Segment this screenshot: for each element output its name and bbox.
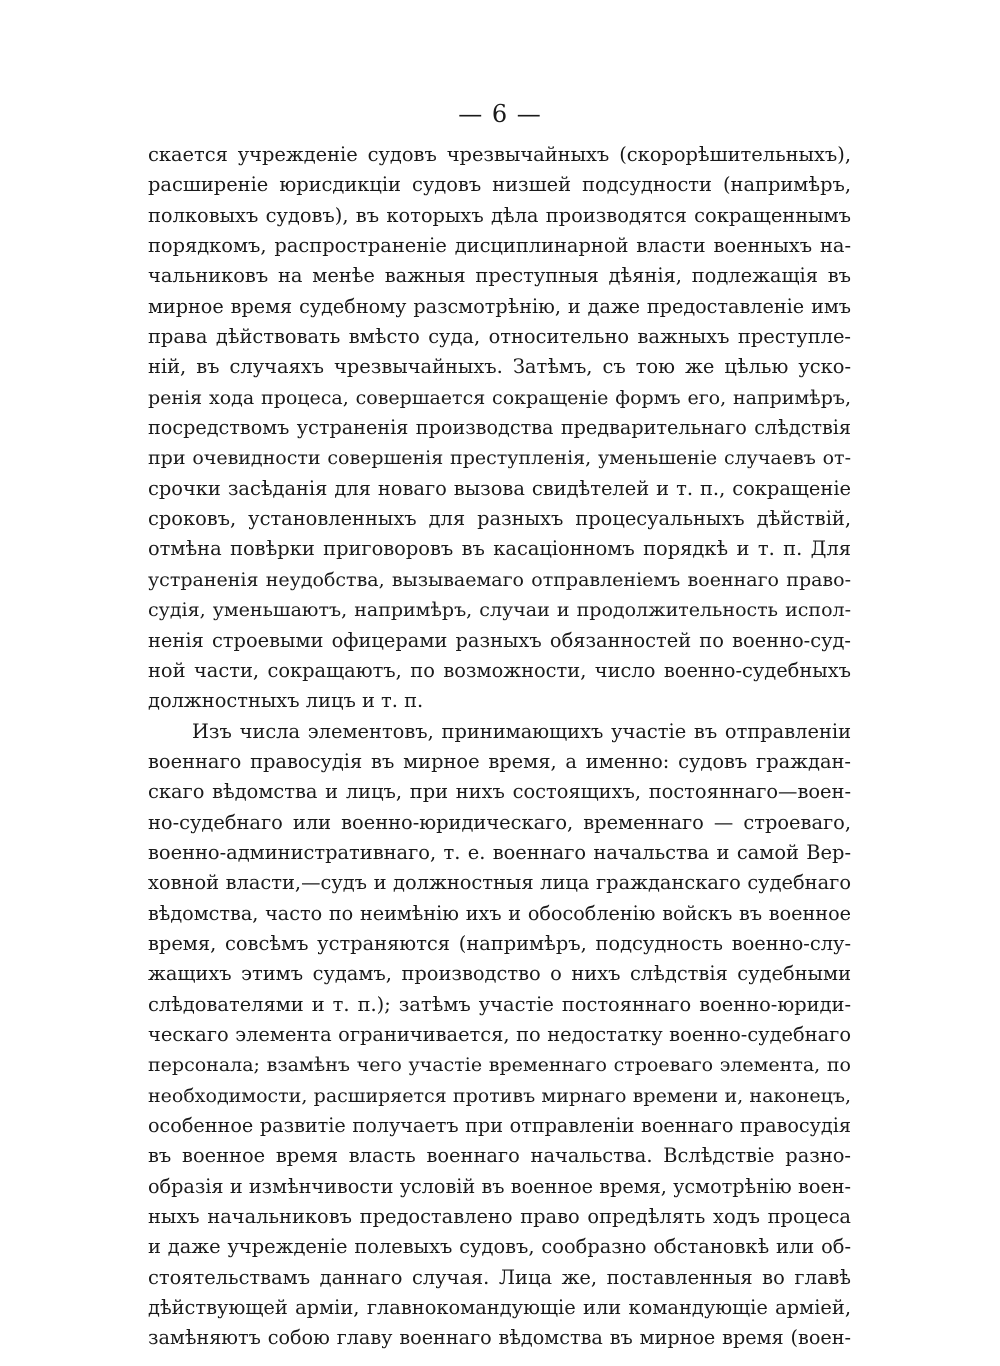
text-line: военнаго правосудія въ мирное время, а именно: судовъ граждан- bbox=[148, 749, 851, 773]
text-line: чальниковъ на менѣе важныя преступныя дѣянія, подлежащія въ bbox=[148, 264, 851, 288]
text-line: мирное время судебному разсмотрѣнію, и даже предоставленіе имъ bbox=[148, 294, 851, 318]
text-line: образія и измѣнчивости условій въ военное время, усмотрѣнію воен- bbox=[148, 1174, 851, 1198]
text-line: судія, уменьшаютъ, напримѣръ, случаи и продолжительность испол- bbox=[148, 599, 851, 622]
text-line: сроковъ, установленныхъ для разныхъ процесуальныхъ дѣйствій, bbox=[148, 507, 851, 531]
text-line: посредствомъ устраненія производства предварительнаго слѣдствія bbox=[148, 416, 851, 440]
text-line: особенное развитіе получаетъ при отправленіи военнаго правосудія bbox=[148, 1114, 851, 1137]
text-line: ческаго элемента ограничивается, по недостатку военно-судебнаго bbox=[148, 1022, 851, 1046]
text-line: замѣняютъ собою главу военнаго вѣдомства въ мирное время (воен- bbox=[148, 1326, 851, 1350]
text-line: въ военное время власть военнаго начальства. Вслѣдствіе разно- bbox=[148, 1144, 851, 1168]
text-line: и даже учрежденіе полевыхъ судовъ, сообразно обстановкѣ или об- bbox=[148, 1235, 851, 1259]
text-line: ной части, сокращаютъ, по возможности, число военно-судебныхъ bbox=[148, 658, 851, 682]
body-text bbox=[148, 140, 851, 1354]
text-line: стоятельствамъ даннаго случая. Лица же, поставленныя во главѣ bbox=[148, 1265, 851, 1289]
text-line: ховной власти,—судъ и должностныя лица гражданскаго судебнаго bbox=[148, 871, 851, 895]
text-line: права дѣйствовать вмѣсто суда, относительно важныхъ преступле- bbox=[148, 325, 851, 349]
text-line: ныхъ начальниковъ предоставлено право опредѣлять ходъ процеса bbox=[148, 1205, 851, 1229]
text-line: слѣдователями и т. п.); затѣмъ участіе постояннаго военно-юриди- bbox=[148, 992, 851, 1016]
text-line: время, совсѣмъ устраняются (напримѣръ, подсудность военно-слу- bbox=[148, 931, 851, 955]
text-line: порядкомъ, распространеніе дисциплинарной власти военныхъ на- bbox=[148, 234, 851, 258]
text-line: скается учрежденіе судовъ чрезвычайныхъ (скорорѣшительныхъ), bbox=[148, 143, 851, 166]
text-line: отмѣна повѣрки приговоровъ въ касаціонномъ порядкѣ и т. п. Для bbox=[148, 537, 851, 561]
text-line: расширеніе юрисдикціи судовъ низшей подсудности (напримѣръ, bbox=[148, 173, 851, 197]
text-line: должностныхъ лицъ и т. п. bbox=[148, 689, 424, 713]
text-line: ренія хода процеса, совершается сокращеніе формъ его, напримѣръ, bbox=[148, 386, 851, 409]
text-line: скаго вѣдомства и лицъ, при нихъ состоящихъ, постояннаго—воен- bbox=[148, 780, 851, 804]
text-line: Изъ числа элементовъ, принимающихъ участіе въ отправленіи bbox=[192, 719, 851, 743]
paragraph-1 bbox=[148, 140, 851, 717]
text-line: полковыхъ судовъ), въ которыхъ дѣла производятся сокращеннымъ bbox=[148, 203, 851, 227]
text-line: но-судебнаго или военно-юридическаго, временнаго — строеваго, bbox=[148, 810, 851, 834]
text-line: устраненія неудобства, вызываемаго отправленіемъ военнаго право- bbox=[148, 568, 851, 591]
text-line: ній, въ случаяхъ чрезвычайныхъ. Затѣмъ, съ тою же цѣлью ускo- bbox=[148, 355, 851, 379]
text-line: вѣдомства, часто по неимѣнію ихъ и обособленію войскъ въ военное bbox=[148, 901, 851, 925]
text-line: при очевидности совершенія преступленія, уменьшеніе случаевъ от- bbox=[148, 447, 851, 470]
text-line: жащихъ этимъ судамъ, производство о нихъ слѣдствія судебными bbox=[148, 962, 851, 986]
page-number: — 6 — bbox=[458, 100, 542, 128]
text-line: персонала; взамѣнъ чего участіе временнаго строеваго элемента, по bbox=[148, 1054, 851, 1077]
text-line: военно-административнаго, т. е. военнаго начальства и самой Вер- bbox=[148, 840, 851, 864]
text-line: необходимости, расширяется противъ мирнаго времени и, наконецъ, bbox=[148, 1084, 851, 1107]
text-line: срочки засѣданія для новаго вызова свидѣтелей и т. п., сокращеніе bbox=[148, 476, 851, 500]
text-line: ненія строевыми офицерами разныхъ обязанностей по военно-суд- bbox=[148, 628, 851, 652]
paragraph-2 bbox=[148, 717, 851, 1354]
text-line: дѣйствующей арміи, главнокомандующіе или командующіе арміей, bbox=[148, 1296, 851, 1320]
